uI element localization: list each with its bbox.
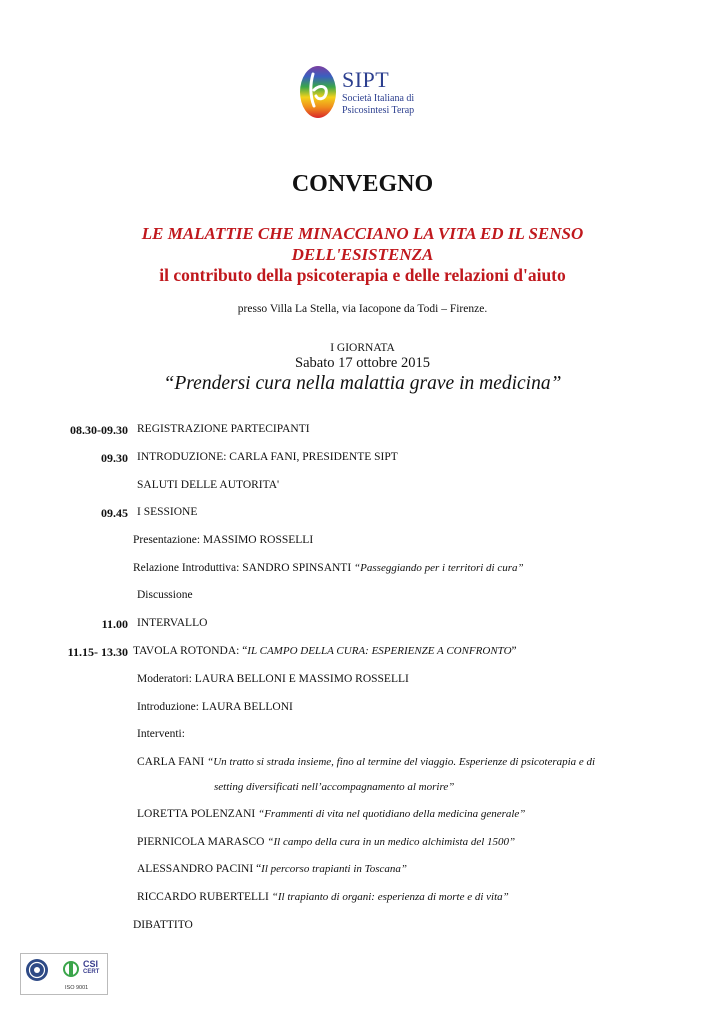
- schedule-item-continuation: [214, 781, 454, 793]
- closing-quote: ”: [511, 645, 517, 657]
- schedule-item: [137, 836, 515, 848]
- talk-title: “Un tratto si strada insieme, fino al termine del viaggio. Esperienze di psicoterapia e di: [207, 756, 596, 768]
- day-label: I GIORNATA: [330, 342, 395, 354]
- schedule-item: [133, 645, 517, 657]
- schedule-time: 09.30: [101, 451, 128, 465]
- cert-sub: CERT: [83, 969, 100, 975]
- schedule-item: [133, 562, 524, 574]
- schedule-item: DIBATTITO: [133, 919, 193, 931]
- schedule-item: [137, 863, 407, 875]
- session-label: TAVOLA ROTONDA: “: [133, 645, 248, 657]
- subtitle-line-3: il contributo della psicoterapia e delle relazioni d'aiuto: [159, 265, 566, 285]
- schedule-item: REGISTRAZIONE PARTECIPANTI: [137, 423, 310, 435]
- schedule-item: Interventi:: [137, 728, 185, 740]
- talk-title: setting diversificati nell’accompagnamento al morire”: [214, 781, 455, 793]
- speaker-name: LORETTA POLENZANI: [137, 808, 259, 820]
- speaker-name: CARLA FANI: [137, 756, 208, 768]
- certification-badge: [20, 953, 108, 995]
- speaker-name: Relazione Introduttiva: SANDRO SPINSANTI: [133, 562, 355, 574]
- talk-title: Il percorso trapianti in Toscana”: [261, 863, 408, 875]
- schedule-item: Presentazione: MASSIMO ROSSELLI: [133, 534, 314, 546]
- schedule-item: INTRODUZIONE: CARLA FANI, PRESIDENTE SIPT: [137, 451, 398, 463]
- csi-logo-icon: [63, 961, 79, 977]
- talk-title: “Passeggiando per i territori di cura”: [354, 562, 524, 574]
- schedule-item: [137, 808, 525, 820]
- speaker-name: ALESSANDRO PACINI “: [137, 863, 262, 875]
- schedule-time: 08.30-09.30: [70, 423, 128, 437]
- accreditation-seal-icon: [25, 958, 49, 982]
- schedule-item: [137, 891, 509, 903]
- iso-label: ISO 9001: [65, 985, 89, 991]
- page-title: CONVEGNO: [291, 171, 434, 197]
- venue: presso Villa La Stella, via Iacopone da Todi – Firenze.: [237, 303, 488, 315]
- speaker-name: PIERNICOLA MARASCO: [137, 836, 268, 848]
- day-theme: “Prendersi cura nella malattia grave in medicina”: [163, 373, 562, 394]
- logo-line-2: Psicosintesi Terap: [342, 105, 415, 116]
- subtitle-line-1: LE MALATTIE CHE MINACCIANO LA VITA ED IL SENSO: [141, 224, 584, 243]
- schedule-time: 09.45: [101, 506, 128, 520]
- talk-title: “Il trapianto di organi: esperienza di morte e di vita”: [271, 891, 509, 903]
- event-date: Sabato 17 ottobre 2015: [295, 355, 430, 371]
- schedule-item: SALUTI DELLE AUTORITA': [137, 479, 280, 491]
- schedule-item: Discussione: [137, 589, 193, 601]
- schedule-item: Introduzione: LAURA BELLONI: [137, 701, 293, 713]
- session-title: IL CAMPO DELLA CURA: ESPERIENZE A CONFRONTO: [247, 645, 512, 657]
- schedule-item: INTERVALLO: [137, 617, 208, 629]
- logo-line-1: Società Italiana di: [342, 93, 415, 104]
- subtitle-line-2: DELL'ESISTENZA: [291, 245, 434, 264]
- speaker-name: RICCARDO RUBERTELLI: [137, 891, 272, 903]
- sipt-logo: [298, 62, 428, 124]
- schedule-time: 11.15- 13.30: [67, 645, 128, 659]
- logo-title: SIPT: [342, 67, 390, 92]
- schedule-item: I SESSIONE: [137, 506, 198, 518]
- talk-title: “Frammenti di vita nel quotidiano della medicina generale”: [258, 808, 526, 820]
- schedule-item: [137, 756, 595, 768]
- rainbow-emblem-icon: [298, 62, 338, 120]
- talk-title: “Il campo della cura in un medico alchimista del 1500”: [267, 836, 516, 848]
- schedule-time: 11.00: [101, 617, 128, 631]
- cert-brand: CSI: [83, 959, 99, 969]
- schedule-item: Moderatori: LAURA BELLONI E MASSIMO ROSSELLI: [137, 673, 409, 685]
